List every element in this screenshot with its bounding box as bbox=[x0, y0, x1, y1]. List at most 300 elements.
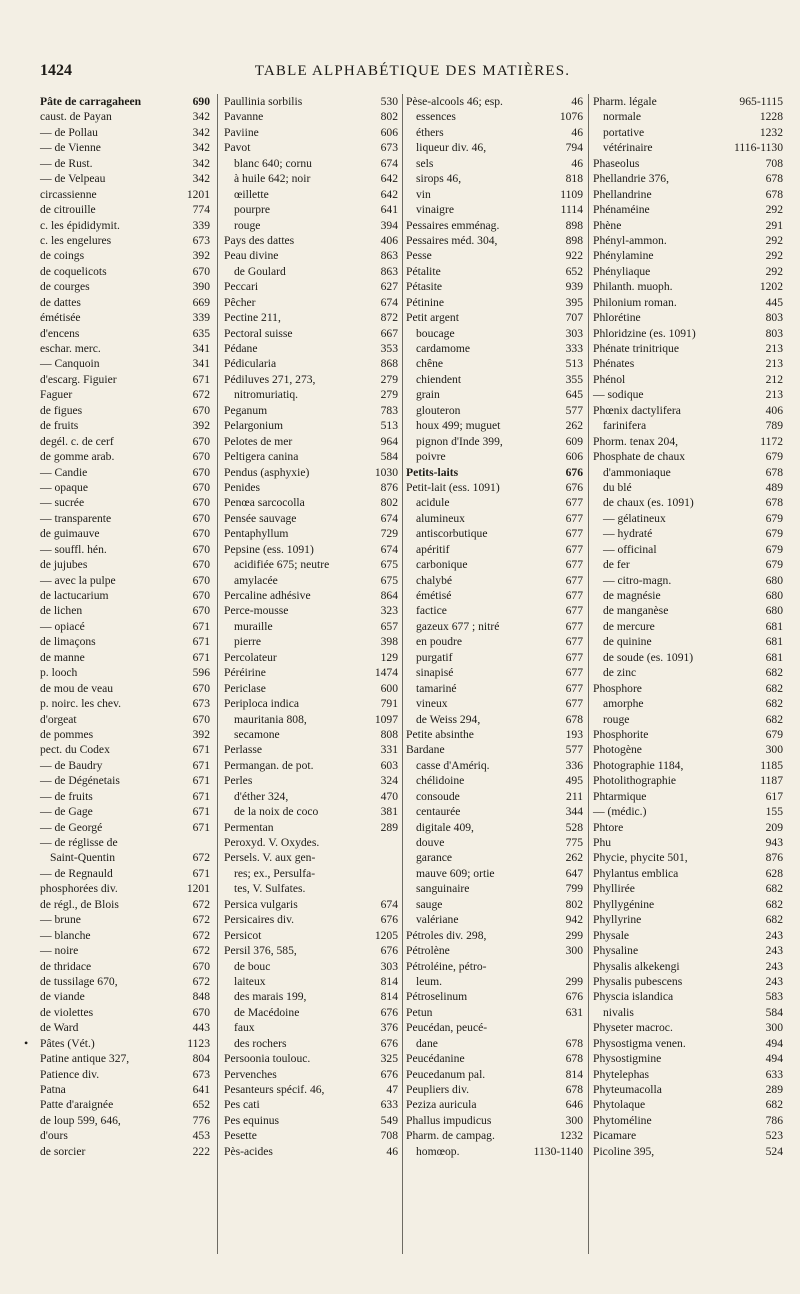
entry-page: 674 bbox=[380, 897, 398, 911]
index-entry bbox=[40, 881, 210, 896]
entry-term: de zinc bbox=[603, 666, 637, 680]
entry-page: 577 bbox=[565, 743, 583, 757]
entry-page: 603 bbox=[380, 758, 398, 772]
entry-term: de guimauve bbox=[40, 527, 100, 541]
entry-term: phosphorées div. bbox=[40, 882, 118, 896]
entry-page: 222 bbox=[192, 1144, 210, 1158]
entry-term: dane bbox=[416, 1036, 438, 1050]
entry-page: 46 bbox=[386, 1144, 398, 1158]
entry-page: 671 bbox=[192, 635, 210, 649]
entry-page: 1130-1140 bbox=[533, 1144, 583, 1158]
entry-page: 682 bbox=[765, 697, 783, 711]
entry-page: 445 bbox=[765, 295, 783, 309]
entry-term: valériane bbox=[416, 913, 459, 927]
index-entry bbox=[593, 310, 783, 325]
index-entry bbox=[593, 820, 783, 835]
entry-term: Petit argent bbox=[406, 311, 459, 325]
index-entry bbox=[40, 959, 210, 974]
index-entry bbox=[40, 727, 210, 742]
index-entry bbox=[224, 727, 398, 742]
index-entry bbox=[593, 943, 783, 958]
entry-term: laiteux bbox=[234, 974, 266, 988]
entry-page: 682 bbox=[765, 882, 783, 896]
index-entry bbox=[593, 1020, 783, 1035]
index-entry bbox=[40, 1005, 210, 1020]
index-entry bbox=[406, 94, 583, 109]
entry-term: émétisé bbox=[416, 589, 452, 602]
entry-page: 670 bbox=[192, 542, 210, 556]
index-entry bbox=[224, 403, 398, 418]
index-entry bbox=[40, 943, 210, 958]
index-entry bbox=[40, 341, 210, 356]
entry-page: 333 bbox=[565, 342, 583, 355]
index-entry bbox=[40, 557, 210, 572]
entry-page: 673 bbox=[192, 1067, 210, 1081]
entry-page: 292 bbox=[765, 233, 783, 247]
index-entry bbox=[224, 356, 398, 371]
index-entry bbox=[406, 912, 583, 927]
entry-term: de loup 599, 646, bbox=[40, 1113, 121, 1127]
entry-term: homœop. bbox=[416, 1144, 460, 1158]
index-entry bbox=[224, 1036, 398, 1051]
entry-term: sauge bbox=[416, 897, 443, 911]
entry-page: 617 bbox=[765, 789, 783, 803]
entry-term: Phaseolus bbox=[593, 156, 640, 170]
index-entry bbox=[406, 588, 583, 603]
index-entry bbox=[406, 696, 583, 711]
index-entry bbox=[40, 928, 210, 943]
entry-term: Pétroléine, pétro- bbox=[406, 959, 487, 973]
index-columns bbox=[24, 94, 785, 1274]
index-entry bbox=[406, 881, 583, 896]
entry-page: 814 bbox=[380, 990, 398, 1004]
entry-page: 678 bbox=[765, 187, 783, 201]
entry-page: 775 bbox=[565, 836, 583, 849]
entry-page: 470 bbox=[380, 789, 398, 803]
entry-page: 680 bbox=[765, 573, 783, 587]
entry-term: — sodique bbox=[593, 388, 644, 402]
index-entry bbox=[406, 233, 583, 248]
entry-term: mauve 609; ortie bbox=[416, 866, 495, 880]
index-column-2 bbox=[224, 94, 398, 1274]
entry-page: 398 bbox=[380, 635, 398, 649]
index-entry bbox=[406, 218, 583, 233]
entry-term: Petun bbox=[406, 1005, 433, 1019]
index-entry bbox=[224, 310, 398, 325]
entry-page: 670 bbox=[192, 573, 210, 587]
index-entry bbox=[224, 418, 398, 433]
entry-term: de fer bbox=[603, 558, 630, 572]
entry-page: 682 bbox=[765, 913, 783, 927]
entry-term: Patna bbox=[40, 1083, 66, 1096]
index-entry bbox=[224, 434, 398, 449]
index-entry bbox=[593, 480, 783, 495]
entry-page: 939 bbox=[565, 280, 583, 294]
entry-term: — avec la pulpe bbox=[40, 573, 116, 587]
entry-page: 965-1115 bbox=[739, 95, 783, 108]
index-entry bbox=[406, 974, 583, 989]
entry-term: Phtore bbox=[593, 820, 624, 834]
entry-page: 681 bbox=[765, 635, 783, 649]
entry-term: carbonique bbox=[416, 558, 468, 572]
entry-page: 645 bbox=[565, 388, 583, 402]
index-entry bbox=[593, 1036, 783, 1051]
entry-page: 342 bbox=[192, 110, 210, 124]
entry-page: 682 bbox=[765, 1098, 783, 1112]
entry-term: Peziza auricula bbox=[406, 1098, 477, 1112]
index-entry bbox=[40, 187, 210, 202]
index-entry bbox=[593, 634, 783, 649]
index-entry bbox=[40, 974, 210, 989]
entry-page: 47 bbox=[386, 1083, 398, 1096]
index-entry bbox=[40, 264, 210, 279]
entry-term: Pétasite bbox=[406, 280, 443, 294]
entry-page: 671 bbox=[192, 789, 210, 803]
entry-page: 679 bbox=[765, 727, 783, 741]
entry-term: — de Pollau bbox=[40, 125, 98, 139]
entry-page: 794 bbox=[565, 141, 583, 155]
index-entry bbox=[224, 202, 398, 217]
entry-page: 1201 bbox=[186, 187, 210, 201]
index-entry bbox=[593, 619, 783, 634]
entry-page: 681 bbox=[765, 650, 783, 664]
entry-page: 670 bbox=[192, 712, 210, 726]
entry-page: 670 bbox=[192, 959, 210, 973]
index-entry bbox=[593, 218, 783, 233]
entry-term: Penides bbox=[224, 480, 261, 494]
entry-term: Perlasse bbox=[224, 743, 262, 757]
entry-term: Permangan. de pot. bbox=[224, 758, 314, 772]
entry-term: Pêcher bbox=[224, 295, 256, 309]
entry-page: 453 bbox=[192, 1129, 210, 1143]
entry-page: 353 bbox=[380, 342, 398, 355]
entry-page: 289 bbox=[380, 820, 398, 834]
index-entry bbox=[224, 758, 398, 773]
index-entry bbox=[406, 171, 583, 186]
entry-page: 528 bbox=[565, 820, 583, 834]
entry-term: c. les épididymit. bbox=[40, 218, 120, 232]
entry-term: Pavanne bbox=[224, 110, 264, 124]
entry-term: Pessaires emménag. bbox=[406, 218, 500, 232]
entry-page: 392 bbox=[192, 419, 210, 433]
entry-page: 673 bbox=[192, 697, 210, 711]
index-entry bbox=[224, 928, 398, 943]
entry-page: 212 bbox=[765, 372, 783, 386]
entry-page: 680 bbox=[765, 589, 783, 602]
index-entry bbox=[593, 573, 783, 588]
index-entry bbox=[593, 1051, 783, 1066]
index-entry bbox=[593, 773, 783, 788]
entry-term: antiscorbutique bbox=[416, 527, 488, 541]
entry-page: 631 bbox=[565, 1005, 583, 1019]
entry-term: Phényl-ammon. bbox=[593, 233, 667, 247]
entry-page: 676 bbox=[380, 1005, 398, 1019]
entry-term: Pès-acides bbox=[224, 1144, 273, 1158]
index-entry bbox=[40, 109, 210, 124]
entry-page: 323 bbox=[380, 604, 398, 618]
entry-page: 291 bbox=[765, 218, 783, 232]
index-entry bbox=[593, 912, 783, 927]
entry-term: de chaux (es. 1091) bbox=[603, 496, 694, 510]
entry-page: 671 bbox=[192, 743, 210, 757]
entry-page: 964 bbox=[380, 434, 398, 448]
entry-page: 814 bbox=[380, 974, 398, 988]
entry-page: 243 bbox=[765, 959, 783, 973]
entry-term: de citrouille bbox=[40, 203, 96, 217]
entry-term: Phosphore bbox=[593, 681, 642, 695]
entry-term: Pays des dattes bbox=[224, 233, 295, 247]
entry-term: sanguinaire bbox=[416, 882, 470, 896]
entry-page: 303 bbox=[565, 326, 583, 340]
index-entry bbox=[593, 804, 783, 819]
entry-term: de figues bbox=[40, 403, 83, 417]
page-header bbox=[40, 62, 785, 84]
entry-term: éthers bbox=[416, 125, 444, 139]
index-entry bbox=[224, 140, 398, 155]
entry-page: 299 bbox=[565, 928, 583, 942]
entry-page: 682 bbox=[765, 681, 783, 695]
entry-page: 802 bbox=[565, 897, 583, 911]
entry-page: 671 bbox=[192, 820, 210, 834]
index-entry bbox=[406, 326, 583, 341]
entry-term: Physostigmine bbox=[593, 1052, 662, 1066]
index-entry bbox=[40, 696, 210, 711]
entry-term: apéritif bbox=[416, 542, 450, 556]
index-entry bbox=[406, 1067, 583, 1082]
entry-page: 876 bbox=[380, 480, 398, 494]
entry-page: 677 bbox=[565, 635, 583, 649]
index-entry bbox=[593, 665, 783, 680]
entry-page: 677 bbox=[565, 527, 583, 541]
entry-term: Peucédan, peucé- bbox=[406, 1021, 488, 1035]
index-entry bbox=[406, 403, 583, 418]
entry-page: 679 bbox=[765, 558, 783, 572]
index-entry bbox=[593, 1128, 783, 1143]
entry-page: 292 bbox=[765, 264, 783, 278]
entry-page: 341 bbox=[192, 342, 210, 355]
entry-term: Photogène bbox=[593, 743, 642, 757]
entry-page: 628 bbox=[765, 866, 783, 880]
index-entry bbox=[406, 603, 583, 618]
index-entry bbox=[40, 835, 210, 850]
entry-term: chiendent bbox=[416, 372, 462, 386]
entry-term: purgatif bbox=[416, 650, 453, 664]
index-entry bbox=[406, 758, 583, 773]
entry-page: 675 bbox=[380, 573, 398, 587]
entry-term: blanc 640; cornu bbox=[234, 156, 312, 170]
index-entry bbox=[593, 403, 783, 418]
index-entry bbox=[224, 341, 398, 356]
entry-term: Physalis pubescens bbox=[593, 974, 683, 988]
entry-page: 381 bbox=[380, 805, 398, 819]
entry-term: Percaline adhésive bbox=[224, 589, 311, 602]
page-number: 1424 bbox=[40, 62, 72, 79]
entry-term: Phénates bbox=[593, 357, 635, 371]
index-entry bbox=[593, 727, 783, 742]
entry-page: 679 bbox=[765, 527, 783, 541]
entry-term: muraille bbox=[234, 619, 273, 633]
entry-term: Pes equinus bbox=[224, 1113, 280, 1127]
entry-term: Phyllyrine bbox=[593, 913, 642, 927]
entry-page: 443 bbox=[192, 1021, 210, 1035]
index-entry bbox=[224, 511, 398, 526]
entry-term: Persels. V. aux gen- bbox=[224, 851, 316, 865]
index-entry bbox=[224, 588, 398, 603]
index-entry bbox=[224, 650, 398, 665]
index-entry bbox=[40, 202, 210, 217]
index-entry bbox=[406, 495, 583, 510]
entry-term: p. looch bbox=[40, 666, 78, 680]
index-entry bbox=[40, 1020, 210, 1035]
index-entry bbox=[406, 1097, 583, 1112]
index-entry bbox=[40, 94, 210, 109]
entry-term: pect. du Codex bbox=[40, 743, 110, 757]
entry-term: Pâtes (Vét.) bbox=[40, 1036, 95, 1050]
entry-term: de la noix de coco bbox=[234, 805, 319, 819]
entry-page: 279 bbox=[380, 388, 398, 402]
entry-page: 677 bbox=[565, 604, 583, 618]
entry-page: 943 bbox=[765, 836, 783, 849]
entry-page: 680 bbox=[765, 604, 783, 618]
entry-term: de magnésie bbox=[603, 589, 661, 602]
entry-page: 672 bbox=[192, 974, 210, 988]
entry-page: 489 bbox=[765, 480, 783, 494]
index-entry bbox=[40, 989, 210, 1004]
index-entry bbox=[593, 850, 783, 865]
entry-page: 671 bbox=[192, 619, 210, 633]
entry-term: à huile 642; noir bbox=[234, 172, 311, 186]
index-entry bbox=[593, 1005, 783, 1020]
entry-term: leum. bbox=[416, 974, 443, 988]
entry-page: 1474 bbox=[374, 666, 398, 680]
index-entry bbox=[406, 248, 583, 263]
index-entry bbox=[406, 202, 583, 217]
index-entry bbox=[40, 603, 210, 618]
index-entry bbox=[406, 557, 583, 572]
entry-term: consoude bbox=[416, 789, 460, 803]
entry-term: Pensée sauvage bbox=[224, 511, 297, 525]
index-entry bbox=[40, 897, 210, 912]
entry-term: d'ours bbox=[40, 1129, 68, 1143]
entry-page: 786 bbox=[765, 1113, 783, 1127]
index-entry bbox=[406, 665, 583, 680]
entry-page: 783 bbox=[380, 403, 398, 417]
entry-page: 627 bbox=[380, 280, 398, 294]
index-entry bbox=[224, 94, 398, 109]
entry-page: 814 bbox=[565, 1067, 583, 1081]
index-entry bbox=[40, 310, 210, 325]
index-entry bbox=[406, 511, 583, 526]
index-entry bbox=[40, 1067, 210, 1082]
entry-page: 818 bbox=[565, 172, 583, 186]
entry-term: chêne bbox=[416, 357, 444, 371]
index-entry bbox=[593, 511, 783, 526]
entry-term: œillette bbox=[234, 187, 269, 201]
index-entry bbox=[406, 634, 583, 649]
entry-term: Phloridzine (es. 1091) bbox=[593, 326, 696, 340]
index-entry bbox=[593, 866, 783, 881]
entry-page: 494 bbox=[765, 1036, 783, 1050]
entry-page: 523 bbox=[765, 1129, 783, 1143]
entry-term: Pétroles div. 298, bbox=[406, 928, 487, 942]
entry-term: Pâte de carragaheen bbox=[40, 95, 142, 108]
entry-term: de Weiss 294, bbox=[416, 712, 481, 726]
entry-page: 262 bbox=[565, 851, 583, 865]
index-entry bbox=[40, 820, 210, 835]
index-entry bbox=[406, 789, 583, 804]
entry-page: 808 bbox=[380, 727, 398, 741]
entry-term: — souffl. hén. bbox=[40, 542, 107, 556]
entry-term: amorphe bbox=[603, 697, 644, 711]
entry-term: Persica vulgaris bbox=[224, 897, 298, 911]
entry-term: Perles bbox=[224, 774, 253, 788]
index-entry bbox=[224, 156, 398, 171]
entry-page: 670 bbox=[192, 496, 210, 510]
index-entry bbox=[224, 897, 398, 912]
entry-term: Patte d'araignée bbox=[40, 1098, 114, 1112]
index-entry bbox=[40, 1144, 210, 1159]
entry-page: 155 bbox=[765, 805, 783, 819]
entry-term: Philonium roman. bbox=[593, 295, 677, 309]
entry-term: Pétalite bbox=[406, 264, 441, 278]
entry-term: Percolateur bbox=[224, 650, 277, 664]
entry-page: 868 bbox=[380, 357, 398, 371]
entry-page: 46 bbox=[571, 156, 583, 170]
running-title: TABLE ALPHABÉTIQUE DES MATIÈRES. bbox=[254, 63, 571, 79]
index-entry bbox=[593, 835, 783, 850]
index-entry bbox=[406, 418, 583, 433]
entry-term: Phytelephas bbox=[593, 1067, 650, 1081]
entry-page: 355 bbox=[565, 372, 583, 386]
entry-term: douve bbox=[416, 836, 445, 849]
index-entry bbox=[224, 326, 398, 341]
entry-term: Pédiluves 271, 273, bbox=[224, 372, 316, 386]
entry-page: 679 bbox=[765, 542, 783, 556]
entry-page: 633 bbox=[765, 1067, 783, 1081]
index-entry bbox=[406, 341, 583, 356]
index-entry bbox=[40, 542, 210, 557]
index-entry bbox=[406, 1005, 583, 1020]
entry-page: 672 bbox=[192, 897, 210, 911]
entry-term: secamone bbox=[234, 727, 280, 741]
index-entry bbox=[40, 387, 210, 402]
entry-term: res; ex., Persulfa- bbox=[234, 866, 316, 880]
entry-term: Persil 376, 585, bbox=[224, 944, 297, 958]
entry-page: 341 bbox=[192, 357, 210, 371]
entry-term: Pendus (asphyxie) bbox=[224, 465, 310, 479]
entry-term: poivre bbox=[416, 450, 446, 464]
entry-term: de violettes bbox=[40, 1005, 94, 1019]
entry-term: des rochers bbox=[234, 1036, 287, 1050]
index-entry bbox=[593, 109, 783, 124]
entry-page: 1097 bbox=[374, 712, 398, 726]
entry-term: de courges bbox=[40, 280, 90, 294]
entry-term: Phellandrie 376, bbox=[593, 172, 669, 186]
entry-page: 708 bbox=[380, 1129, 398, 1143]
entry-page: 300 bbox=[565, 1113, 583, 1127]
entry-page: 339 bbox=[192, 311, 210, 325]
index-entry bbox=[224, 218, 398, 233]
entry-term: Phénate trinitrique bbox=[593, 342, 679, 355]
index-entry bbox=[40, 665, 210, 680]
entry-page: 678 bbox=[565, 1052, 583, 1066]
entry-page: 672 bbox=[192, 388, 210, 402]
entry-term: amylacée bbox=[234, 573, 278, 587]
index-entry bbox=[593, 1113, 783, 1128]
entry-term: Peltigera canina bbox=[224, 450, 299, 464]
entry-term: de Goulard bbox=[234, 264, 286, 278]
entry-term: Periploca indica bbox=[224, 697, 300, 711]
